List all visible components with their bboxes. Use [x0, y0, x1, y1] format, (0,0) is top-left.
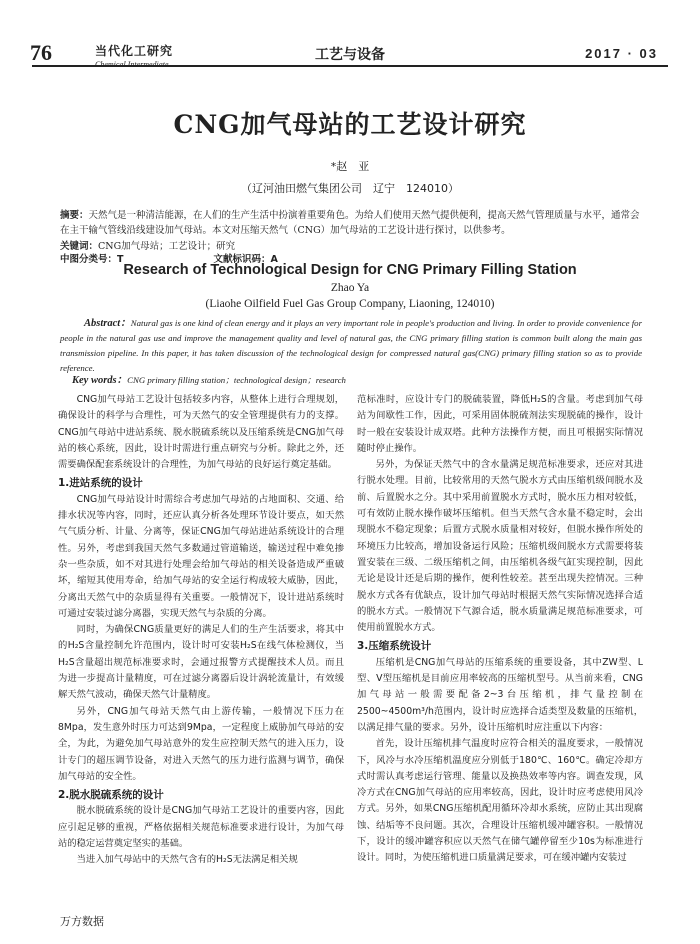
- keywords-cn: [60, 238, 235, 252]
- english-keywords-label: Key words: [72, 375, 117, 386]
- article-affiliation: （辽河油田燃气集团公司 辽宁 124010）: [241, 182, 459, 195]
- article-title: CNG加气母站的工艺设计研究: [173, 110, 527, 139]
- body-paragraph: 另外，CNG加气母站天然气由上游传输，一般情况下压力在8Mpa，发生意外时压力可达到9Mpa，一定程度上威胁加气母站的安全，为此，为避免加气母站意外的发生应控制天然气的进入压力，设计专门的超压调节设备，对进入天然气的压力进行监测与调节，确保加气母站的安全性。: [58, 705, 344, 782]
- keywords-cn-label: 关键词：: [60, 241, 99, 252]
- abstract-cn-text: 天然气是一种清洁能源，在人们的生产生活中扮演着重要角色。为给人们使用天然气提供便利，提高天然气管理质量与水平，通常会在主干输气管线沿线建设加气母站。本文对压缩天然气（CNG）加气母站的工艺设计进行探讨，以供参考。: [60, 210, 640, 236]
- body-paragraph: 范标准时，应设计专门的脱硫装置，降低H₂S的含量。考虑到加气母站为间歇性工作，因此，可采用固体脱硫剂法实现脱硫的操作，设计时一般在安装设计成双塔。此种方法操作方便，而且可根据实际情况随时停止操作。: [357, 394, 643, 454]
- body-paragraph: CNG加气母站设计时需综合考虑加气母站的占地面积、交通、给排水状况等内容，同时，还应认真分析各处理环节设计要点，如天然气气质分析、计量、分离等，保证CNG加气母站进站系统设计的合理性。另外，考虑到我国天然气多数通过管道输送，输送过程中难免掺杂一些杂质，如不对其进行处理会给加气母站的相关设备造成严重破坏，缩短其使用寿命，给加气母站的安全运行构成较大威胁，因此，分离出天然气中的杂质显得有关重要。一般情况下，设计进站系统时可通过安装过滤分离器，实现天然气与杂质的分离。: [58, 493, 344, 619]
- english-title: Research of Technological Design for CNG Primary Filling Station: [123, 262, 577, 278]
- clc-value: T: [117, 254, 124, 265]
- english-abstract-label: Abstract: [84, 318, 121, 329]
- page-number: 76: [30, 40, 52, 65]
- body-column-left: [58, 392, 344, 869]
- footer-watermark: 万方数据: [60, 915, 104, 928]
- english-author: Zhao Ya: [330, 282, 370, 294]
- journal-name-cn: 当代化工研究: [95, 44, 174, 58]
- body-paragraph: 压缩机是CNG加气母站的压缩系统的重要设备，其中ZW型、L型、V型压缩机是目前应用率较高的压缩机型号。从当前来看，CNG加气母站一般需要配备2~3台压缩机，排气量控制在2500~4500m³/h范围内，设计时应选择合适类型及数量的压缩机，以满足排气量的要求。另外，设计压缩机时应注重以下内容：: [357, 656, 643, 733]
- issue-date: 2017 · 03: [585, 46, 658, 61]
- section-heading-1: 1.进站系统的设计: [58, 477, 143, 490]
- doc-code-value: A: [270, 254, 278, 265]
- clc-label: 中图分类号：: [60, 254, 118, 265]
- body-paragraph: 首先，设计压缩机排气温度时应符合相关的温度要求，一般情况下，风冷与水冷压缩机温度应分别低于180℃、160℃。确定冷却方式时需认真考虑运行管理、能量以及换热效率等内容。调查发现，风冷方式在CNG加气母站的应用率较高，因此，设计时应考虑使用风冷方式。另外，如果CNG压缩机配用循环冷却水系统，应防止其出现腐蚀、结垢等不良问题。其次，合理设计压缩机缓冲罐容积。一般情况下，设计的缓冲罐容积应以天然气在储气罐停留至少10s为标准进行设计。同时，为使压缩机进口质量满足要求，可在缓冲罐内安装过: [357, 738, 643, 864]
- english-affiliation: (Liaohe Oilfield Fuel Gas Group Company, Liaoning, 124010): [205, 298, 495, 310]
- article-author: *赵 亚: [330, 160, 370, 173]
- section-title: 工艺与设备: [315, 47, 385, 63]
- section-heading-2: 2.脱水脱硫系统的设计: [58, 789, 164, 802]
- doc-code-label: 文献标识码：: [213, 254, 271, 265]
- english-keywords-text: CNG primary filling station；technological design；research: [127, 375, 346, 385]
- abstract-cn-label: 摘要：: [60, 210, 89, 221]
- section-heading-3: 3.压缩系统设计: [357, 640, 432, 653]
- body-paragraph: 脱水脱硫系统的设计是CNG加气母站工艺设计的重要内容，因此应引起足够的重视，严格依据相关规范标准要求进行设计，为加气母站的稳定运营奠定坚实的基础。: [58, 805, 344, 850]
- keywords-cn-text: CNG加气母站；工艺设计；研究: [98, 241, 236, 252]
- body-paragraph: 另外，为保证天然气中的含水量满足规范标准要求，还应对其进行脱水处理。目前，比较常用的天然气脱水方式由压缩机级间脱水及前、后置脱水之分。其中采用前置脱水方式时，脱水压力相对较低，可有效防止脱水操作破坏压缩机。但当天然气含水量不稳定时，会出现脱水不稳定现象；后置方式脱水质量相对较好，但脱水操作所处的环境压力比较高，增加设备运行风险；压缩机级间脱水方式需要将装置安装在三级、二级压缩机之间，由压缩机各级气缸实现控制，因此无论是设计还是后期的操作，便利性较差。甚至出现失控情况。三种脱水方式各有优缺点，设计加气母站时根据天然气实际情况选择合适的脱水方式。一般情况下气源合适，脱水质量满足规范标准要求，可使用前置脱水方式。: [357, 459, 643, 634]
- body-column-right: [357, 392, 643, 867]
- english-abstract-text: Natural gas is one kind of clean energy and it plays an very important role in people's production and living. In order to provide convenience for people in the natural gas use and improve the management quality and level of natural gas, the CNG primary filling station is common built along the main gas transmission pipeline. In this paper, it has taken discussion of the technological design for compressed natural gas(CNG) primary filling station so as to provide reference.: [60, 318, 642, 373]
- body-paragraph: CNG加气母站工艺设计包括较多内容，从整体上进行合理规划，确保设计的科学与合理性，可为天然气的安全管理提供有力的支撑。CNG加气母站中进站系统、脱水脱硫系统以及压缩系统是CNG加气母站的核心系统，因此，设计时需进行重点研究与分析。除此之外，还需要确保配套系统设计的合理性，为加气母站的良好运行奠定基础。: [58, 394, 344, 471]
- english-keywords: Key words：CNG primary filling station；technological design；research: [72, 375, 346, 386]
- english-abstract: Abstract：Natural gas is one kind of clean energy and it plays an very important role in people's production and living. In order to provide convenience for people in the natural gas use and improve the management quality and level of natural gas, the CNG primary filling station is common built along the main gas transmission pipeline. In this paper, it has taken discussion of the technological design for compressed natural gas(CNG) primary filling station so as to provide reference.: [60, 318, 642, 373]
- body-paragraph: 当进入加气母站中的天然气含有的H₂S无法满足相关规: [76, 854, 298, 866]
- abstract-cn: [60, 208, 640, 238]
- body-paragraph: 同时，为确保CNG质量更好的满足人们的生产生活要求，将其中的H₂S含量控制允许范围内，设计时可安装H₂S在线气体检测仪，当H₂S含量超出规范标准要求时，会通过报警方式提醒技术人员。而且为进一步提高计量精度，可在过滤分离器后设计涡轮流量计，有效缓解天然气波动，确保天然气计量精度。: [58, 624, 344, 701]
- header-rule: [32, 65, 668, 67]
